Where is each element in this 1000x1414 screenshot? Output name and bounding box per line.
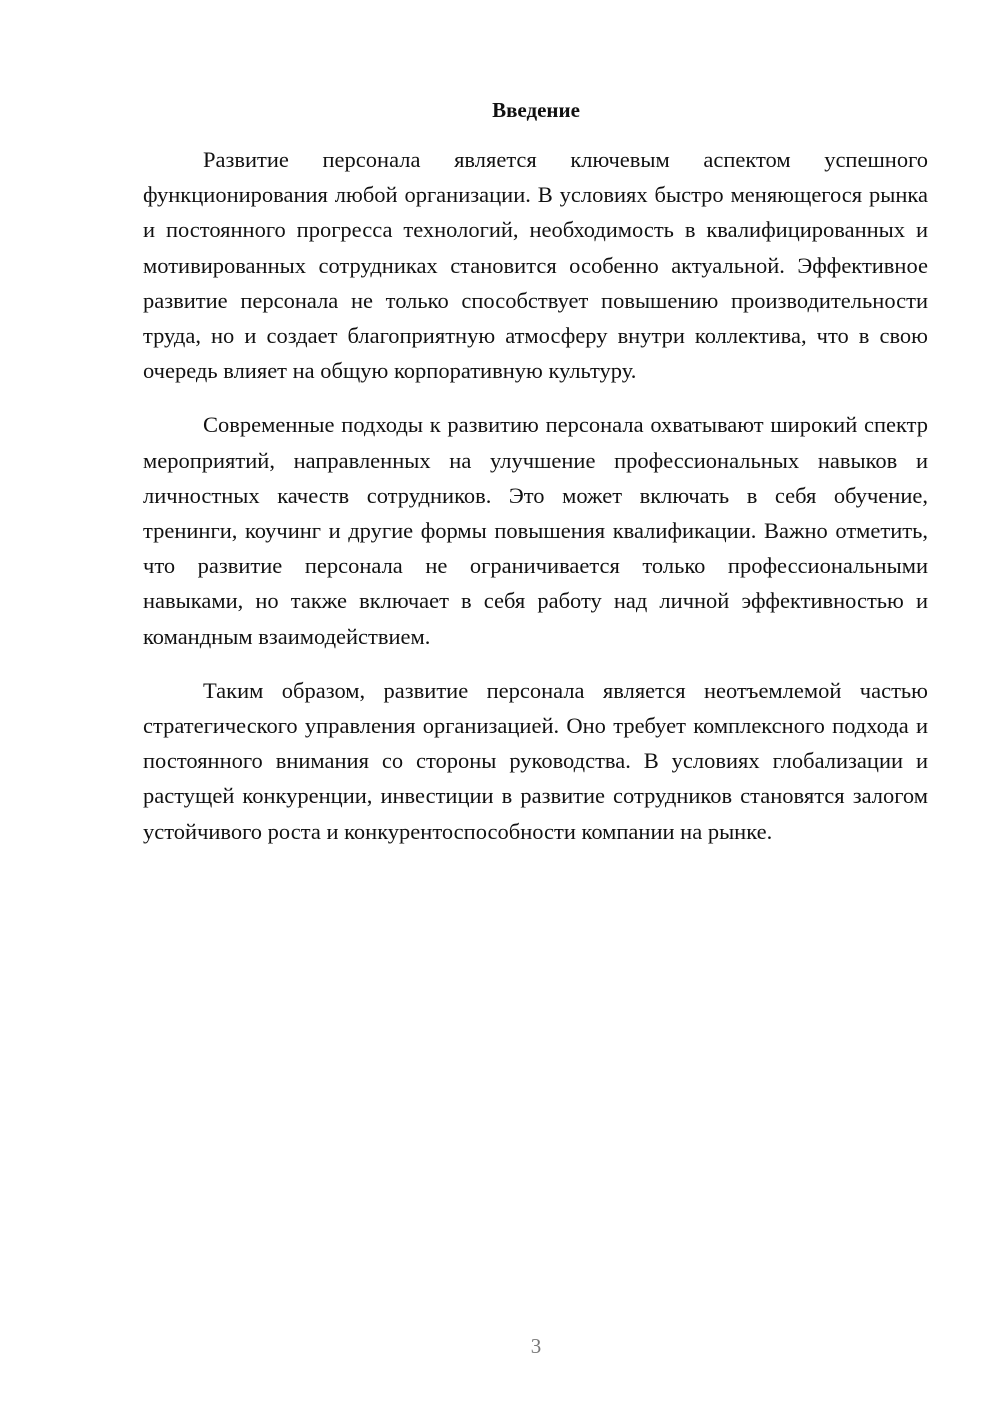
section-title: Введение (492, 98, 580, 122)
paragraph-2: Современные подходы к развитию персонала охватывают широкий спектр мероприятий, направленных на улучшение профессиональных навыков и личностных качеств сотрудников. Это может включать в себя обучение, тренинги, коучинг и другие формы повышения квалификации. Важно отметить, что развитие персонала не ограничивается только профессиональными навыками, но также включает в себя работу над личной эффективностью и командным взаимодействием. (143, 412, 928, 649)
paragraph-3: Таким образом, развитие персонала является неотъемлемой частью стратегического управления организацией. Оно требует комплексного подхода и постоянного внимания со стороны руководства. В условиях глобализации и растущей конкуренции, инвестиции в развитие сотрудников становятся залогом устойчивого роста и конкурентоспособности компании на рынке. (143, 677, 928, 844)
body-text (143, 142, 928, 868)
paragraph-1: Развитие персонала является ключевым аспектом успешного функционирования любой организации. В условиях быстро меняющегося рынка и постоянного прогресса технологий, необходимость в квалифицированных и мотивированных сотрудниках становится особенно актуальной. Эффективное развитие персонала не только способствует повышению производительности труда, но и создает благоприятную атмосферу внутри коллектива, что в свою очередь влияет на общую корпоративную культуру. (143, 147, 928, 384)
page-number: 3 (530, 1334, 542, 1358)
